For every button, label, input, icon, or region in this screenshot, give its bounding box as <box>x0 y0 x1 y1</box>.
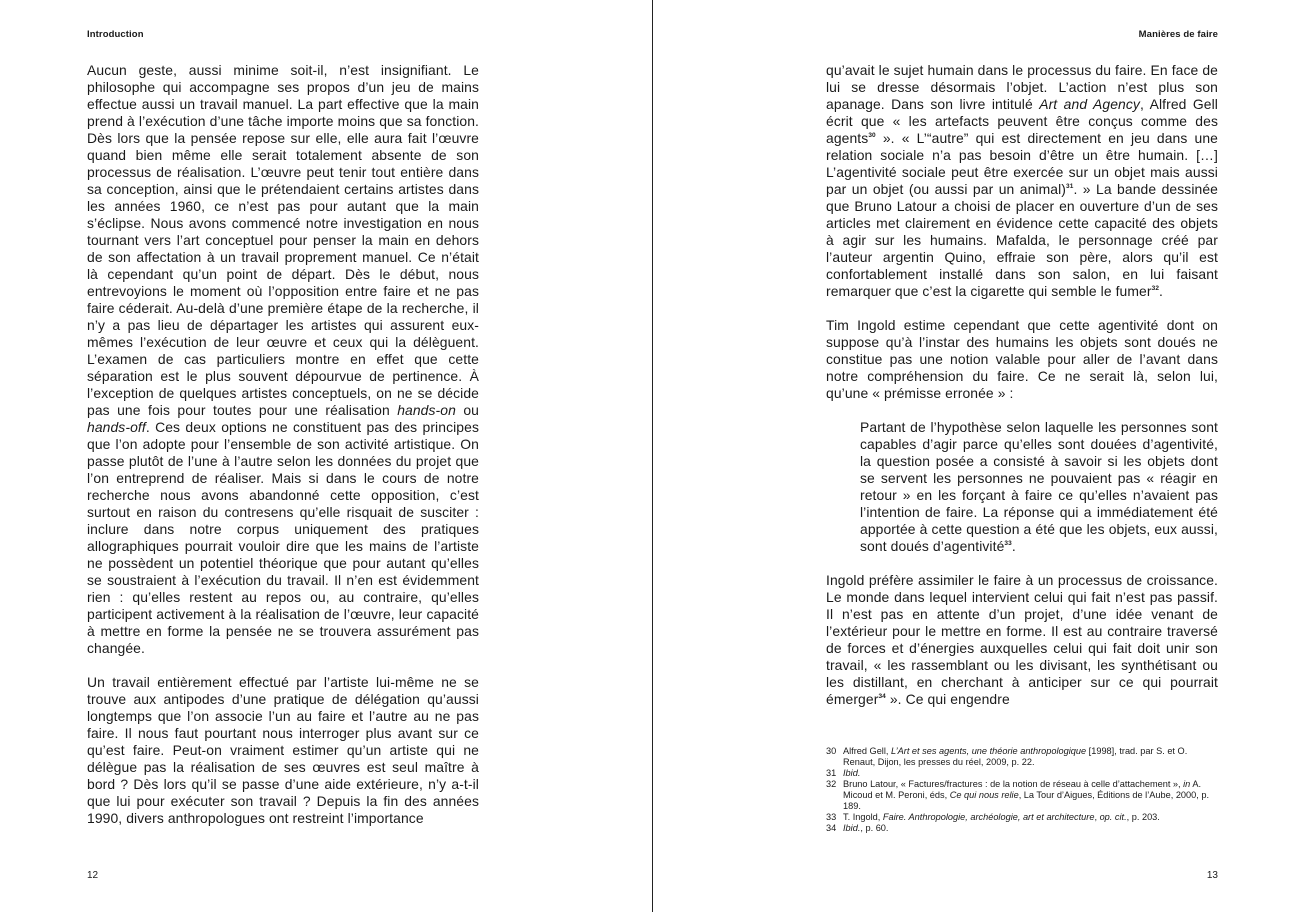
page-number-left: 12 <box>87 870 99 881</box>
page-number-right: 13 <box>1206 870 1218 881</box>
footnote-34: 34 Ibid., p. 60. <box>826 823 889 833</box>
footnote-ref-33[interactable]: 33 <box>1004 540 1012 547</box>
footnote-ref-34[interactable]: 34 <box>878 693 886 700</box>
footnote-ref-31[interactable]: 31 <box>1066 183 1074 190</box>
running-head-right: Manières de faire <box>1138 29 1218 40</box>
left-page-body <box>87 62 479 827</box>
left-paragraph-2: Un travail entièrement effectué par l’artiste lui-même ne se trouve aux antipodes d’une pratique de délégation qu’aussi longtemps que l’on associe l’un au faire et l’autre au ne pas faire. Il nous faut pourtant nous interroger plus avant sur ce qu’est faire. Peut-on vraiment estimer qu’un artiste qui ne délègue pas la réalisation de ses œuvres est seul maître à bord ? Dès lors qu’il se passe d’une aide extérieure, n’y a-t-il que lui pour exécuter son travail ? Depuis la fin des années 1990, divers anthropologues ont restreint l’importance <box>87 674 479 826</box>
footnote-32: 32 Bruno Latour, « Factures/fractures : de la notion de réseau à celle d’attachement », in A. Micoud et M. Peroni, éds, Ce qui nous relie, La Tour d’Aigues, Éditions de l’Aube, 2000, p. 189. <box>826 779 1210 811</box>
footnote-30: 30 Alfred Gell, L’Art et ses agents, une théorie anthropologique [1998], trad. par S. et O. Renaut, Dijon, les presses du réel, 2009, p. 22. <box>826 746 1188 767</box>
block-quote: Partant de l’hypothèse selon laquelle les personnes sont capables d’agir parce qu’elles sont douées d’agentivité, la question posée a consisté à savoir si les objets dont se servent les personnes ne pouvaient pas « réagir en retour » en les forçant à faire ce qu’elles n’avaient pas l’intention de faire. La réponse qui a immédiatement été apportée à cette question a été que les objets, eux aussi, sont doués d’agentivité$^{33}$. <box>860 419 1218 554</box>
running-head-left: Introduction <box>87 29 144 40</box>
right-page-body <box>826 62 1218 708</box>
right-paragraph-2: Tim Ingold estime cependant que cette agentivité dont on suppose qu’à l’instar des humains les objets sont doués ne constitue pas une notion valable pour aller de l’avant dans notre compréhension du faire. Ce ne serait là, selon lui, qu’une « prémisse erronée » : <box>826 317 1218 401</box>
left-paragraph-1: Aucun geste, aussi minime soit-il, n’est insignifiant. Le philosophe qui accompagne ses propos d’un jeu de mains effectue aussi un travail manuel. La part effective que la main prend à l’exécution d’une tâche importe moins que sa fonction. Dès lors que la pensée repose sur elle, elle aura fait l’œuvre quand bien même elle serait totalement absente de son processus de réalisation. L’œuvre peut tenir tout entière dans sa conception, ainsi que le prétendaient certains artistes dans les années 1960, ce n’est pas pour autant que la main s’éclipse. Nous avons commencé notre investigation en nous tournant vers l’art conceptuel pour penser la main en dehors de son affectation à un travail proprement manuel. Ce n’était là cependant qu’un point de départ. Dès le début, nous entrevoyions le moment où l’opposition entre faire et ne pas faire céderait. Au-delà d’une première étape de la recherche, il n’y a pas lieu de départager les artistes qui assurent eux-mêmes l’exécution de leur œuvre et ceux qui la délèguent. L’examen de cas particuliers montre en effet que cette séparation est le plus souvent dépourvue de pertinence. À l’exception de quelques artistes conceptuels, on ne se décide pas une fois pour toutes pour une réalisation hands-on ou hands-off. Ces deux options ne constituent pas des principes que l’on adopte pour l’ensemble de son activité artistique. On passe plutôt de l’une à l’autre selon les données du projet que l’on entreprend de réaliser. Mais si dans le cours de notre recherche nous avons abandonné cette opposition, c’est surtout en raison du contresens qu’elle risquait de susciter : inclure dans notre corpus uniquement des pratiques allographiques pourrait vouloir dire que les mains de l’artiste ne possèdent un potentiel théorique que pour autant qu’elles se soustraient à l’exécution du travail. Il n’en est évidemment rien : qu’elles restent au repos ou, au contraire, qu’elles participent activement à la réalisation de l’œuvre, leur capacité à mettre en forme la pensée ne se trouvera assurément pas changée. <box>87 62 479 656</box>
book-gutter-line <box>652 0 653 912</box>
footnotes <box>826 746 1218 834</box>
footnote-31: 31 Ibid. <box>826 768 861 778</box>
right-paragraph-1: qu’avait le sujet humain dans le processus du faire. En face de lui se dresse désormais l’objet. L’action n’est plus son apanage. Dans son livre intitulé Art and Agency, Alfred Gell écrit que « les artefacts peuvent être conçus comme des agents$^{30}$ ». « L’“autre” qui est directement en jeu dans une relation sociale n’a pas besoin d’être un être humain. […] L’agentivité sociale peut être exercée sur un objet mais aussi par un objet (ou aussi par un animal)$^{31}$. » La bande dessinée que Bruno Latour a choisi de placer en ouverture d’un de ses articles met clairement en évidence cette capacité des objets à agir sur les humains. Mafalda, le personnage créé par l’auteur argentin Quino, effraie son père, alors qu’il est confortablement installé dans son salon, en lui faisant remarquer que c’est la cigarette qui semble le fumer$^{32}$. <box>826 62 1218 299</box>
footnote-ref-30[interactable]: 30 <box>868 132 876 139</box>
footnote-33: 33 T. Ingold, Faire. Anthropologie, archéologie, art et architecture, op. cit., p. 203. <box>826 812 1160 822</box>
footnote-ref-32[interactable]: 32 <box>1151 285 1160 292</box>
right-paragraph-3: Ingold préfère assimiler le faire à un processus de croissance. Le monde dans lequel intervient celui qui fait n’est pas passif. Il n’est pas en attente d’un projet, d’une idée venant de l’extérieur pour le mettre en forme. Il est au contraire traversé de forces et d’énergies auxquelles celui qui fait doit unir son travail, « les rassemblant ou les divisant, les synthétisant ou les distillant, en cherchant à anticiper sur ce qui pourrait émerger$^{34}$ ». Ce qui engendre <box>826 572 1218 707</box>
